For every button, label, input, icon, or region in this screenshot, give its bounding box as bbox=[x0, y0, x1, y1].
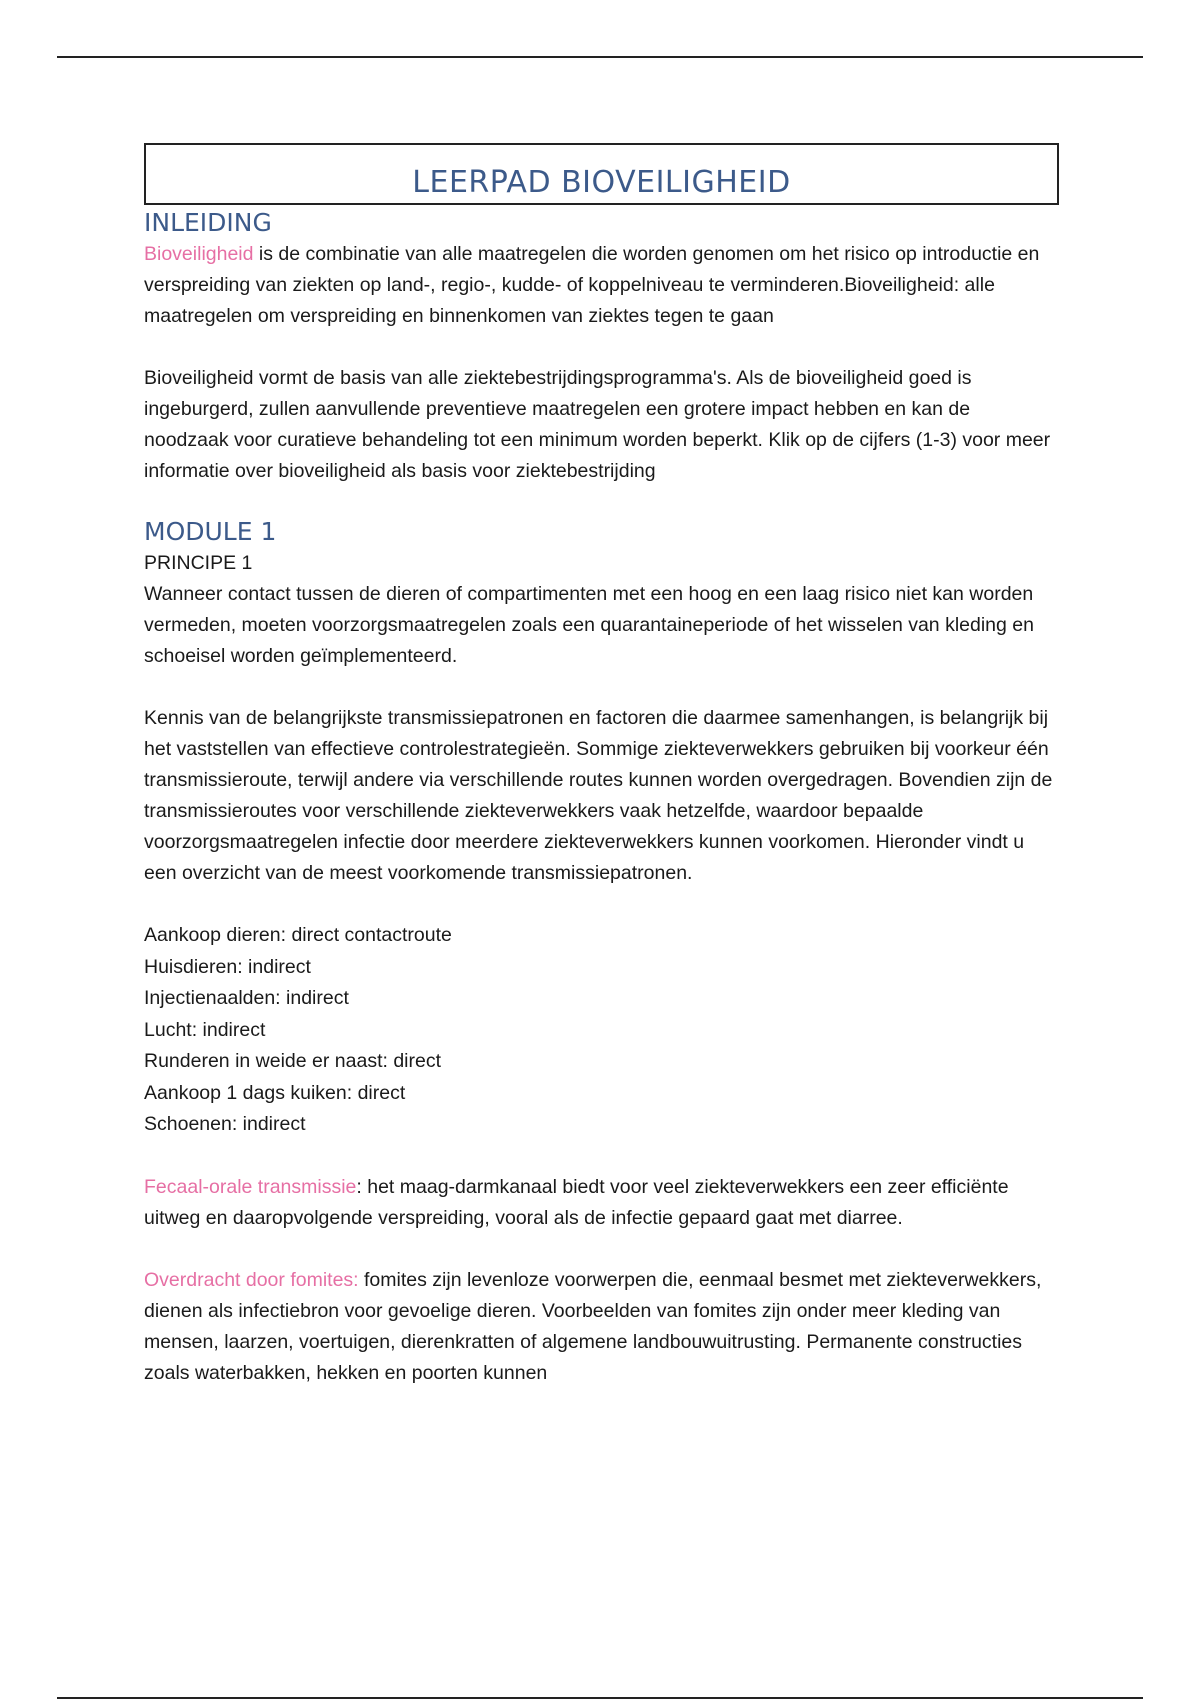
list-item: Injectienaalden: indirect bbox=[144, 987, 349, 1009]
module-paragraph-1: Wanneer contact tussen de dieren of compartimenten met een hoog en een laag risico niet kan worden vermeden, moeten voorzorgsmaatregelen zoals een quarantaineperiode of het wisselen van kleding en schoeisel worden geïmplementeerd. bbox=[144, 583, 1034, 667]
document-title: LEERPAD BIOVEILIGHEID bbox=[412, 165, 791, 200]
fomites-text: fomites zijn levenloze voorwerpen die, eenmaal besmet met ziekteverwekkers, dienen als infectiebron voor gevoelige dieren. Voorbeelden van fomites zijn onder meer kleding van mensen, laarzen, voertuigen, dierenkratten of algemene landbouwuitrusting. Permanente constructies zoals waterbakken, hekken en poorten kunnen bbox=[144, 1268, 1042, 1384]
inleiding-paragraph-1 bbox=[144, 239, 1059, 332]
term-bioveiligheid: Bioveiligheid bbox=[144, 243, 254, 265]
subheading-principe-1: PRINCIPE 1 bbox=[144, 552, 253, 574]
list-item: Lucht: indirect bbox=[144, 1018, 266, 1041]
list-item: Aankoop dieren: direct contactroute bbox=[144, 924, 452, 946]
fecaal-orale-text: : het maag-darmkanaal biedt voor veel ziekteverwekkers een zeer efficiënte uitweg en daaropvolgende verspreiding, vooral als de infectie gepaard gaat met diarree. bbox=[144, 1175, 1009, 1229]
list-item: Aankoop 1 dags kuiken: direct bbox=[144, 1081, 406, 1104]
list-item: Runderen in weide er naast: direct bbox=[144, 1050, 442, 1072]
inleiding-paragraph-2: Bioveiligheid vormt de basis van alle ziektebestrijdingsprogramma's. Als de bioveiligheid goed is ingeburgerd, zullen aanvullende preventieve maatregelen een grotere impact hebben en kan de noodzaak voor curatieve behandeling tot een minimum worden beperkt. Klik op de cijfers (1-3) voor meer informatie over bioveiligheid als basis voor ziektebestrijding bbox=[144, 367, 1051, 482]
inleiding-paragraph-1-text: is de combinatie van alle maatregelen die worden genomen om het risico op introductie en verspreiding van ziekten op land-, regio-, kudde- of koppelniveau te verminderen.Bioveiligheid: alle maatregelen om verspreiding en binnenkomen van ziektes tegen te gaan bbox=[144, 243, 1040, 327]
list-item: Huisdieren: indirect bbox=[144, 955, 311, 978]
document-page bbox=[144, 143, 1059, 1389]
term-fecaal-orale: Fecaal-orale transmissie bbox=[144, 1175, 357, 1198]
footer-rule bbox=[57, 1697, 1143, 1699]
transmission-list bbox=[144, 920, 1059, 1141]
title-box bbox=[144, 143, 1059, 205]
header-rule bbox=[57, 56, 1143, 58]
fecaal-orale-paragraph bbox=[144, 1172, 1059, 1234]
fomites-paragraph bbox=[144, 1265, 1059, 1389]
section-heading-inleiding: INLEIDING bbox=[144, 208, 272, 237]
module-paragraph-2: Kennis van de belangrijkste transmissiepatronen en factoren die daarmee samenhangen, is belangrijk bij het vaststellen van effectieve controlestrategieën. Sommige ziekteverwekkers gebruiken bij voorkeur één transmissieroute, terwijl andere via verschillende routes kunnen worden overgedragen. Bovendien zijn de transmissieroutes voor verschillende ziekteverwekkers vaak hetzelfde, waardoor bepaalde voorzorgsmaatregelen infectie door meerdere ziekteverwekkers kunnen voorkomen. Hieronder vindt u een overzicht van de meest voorkomende transmissiepatronen. bbox=[144, 707, 1053, 884]
term-fomites: Overdracht door fomites: bbox=[144, 1268, 359, 1291]
list-item: Schoenen: indirect bbox=[144, 1113, 306, 1135]
section-heading-module-1: MODULE 1 bbox=[144, 517, 277, 546]
